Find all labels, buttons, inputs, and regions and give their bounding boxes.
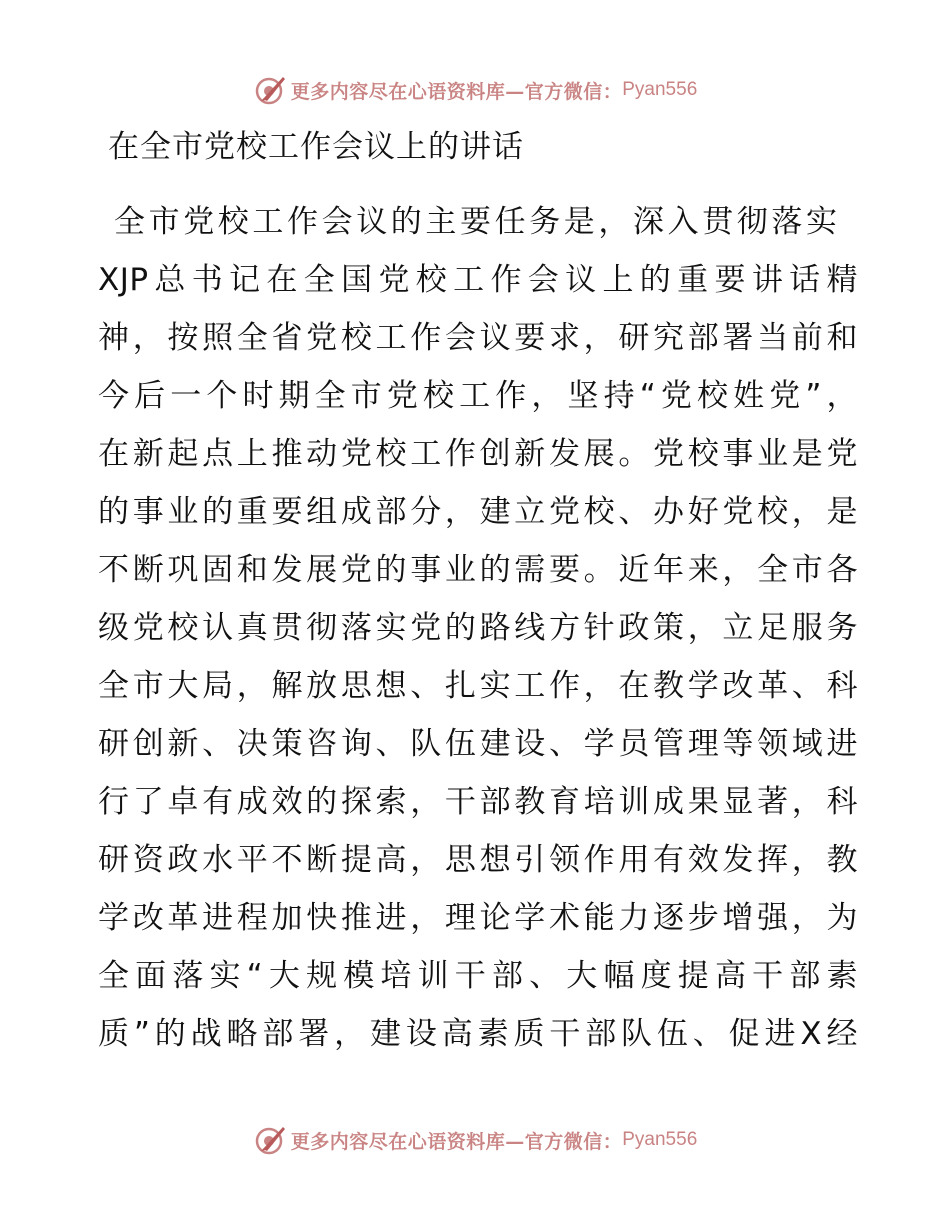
header-watermark — [0, 70, 950, 110]
body-line: 在新起点上推动党校工作创新发展。党校事业是党 — [98, 436, 858, 472]
body-line: 质”的战略部署，建设高素质干部队伍、促进X经 — [98, 1016, 858, 1052]
body-line: 研创新、决策咨询、队伍建设、学员管理等领域进 — [98, 726, 858, 762]
watermark-text: 更多内容尽在心语资料库—官方微信： — [290, 80, 623, 103]
quill-logo-icon — [253, 1123, 287, 1157]
body-line: 不断巩固和发展党的事业的需要。近年来，全市各 — [98, 552, 858, 588]
document-body — [98, 193, 858, 1063]
body-line: 全市党校工作会议的主要任务是，深入贯彻落实 — [114, 204, 841, 240]
body-line: 学改革进程加快推进，理论学术能力逐步增强，为 — [98, 900, 858, 936]
body-line: 级党校认真贯彻落实党的路线方针政策，立足服务 — [98, 610, 858, 646]
watermark-handle: Pyan556 — [622, 1129, 698, 1150]
watermark-handle: Pyan556 — [622, 79, 698, 100]
body-line: 神，按照全省党校工作会议要求，研究部署当前和 — [98, 320, 858, 356]
body-line: 研资政水平不断提高，思想引领作用有效发挥，教 — [98, 842, 858, 878]
quill-logo-icon — [253, 73, 287, 107]
body-line: 行了卓有成效的探索，干部教育培训成果显著，科 — [98, 784, 858, 820]
document-title: 在全市党校工作会议上的讲话 — [108, 129, 524, 165]
body-line: 的事业的重要组成部分，建立党校、办好党校，是 — [98, 494, 858, 530]
watermark-text: 更多内容尽在心语资料库—官方微信： — [290, 1130, 623, 1153]
body-line: 今后一个时期全市党校工作，坚持“党校姓党”， — [98, 378, 858, 414]
body-line: 全面落实“大规模培训干部、大幅度提高干部素 — [98, 958, 858, 994]
footer-watermark — [0, 1120, 950, 1160]
body-line: 全市大局，解放思想、扎实工作，在教学改革、科 — [98, 668, 858, 704]
body-line: XJP总书记在全国党校工作会议上的重要讲话精 — [98, 262, 858, 298]
